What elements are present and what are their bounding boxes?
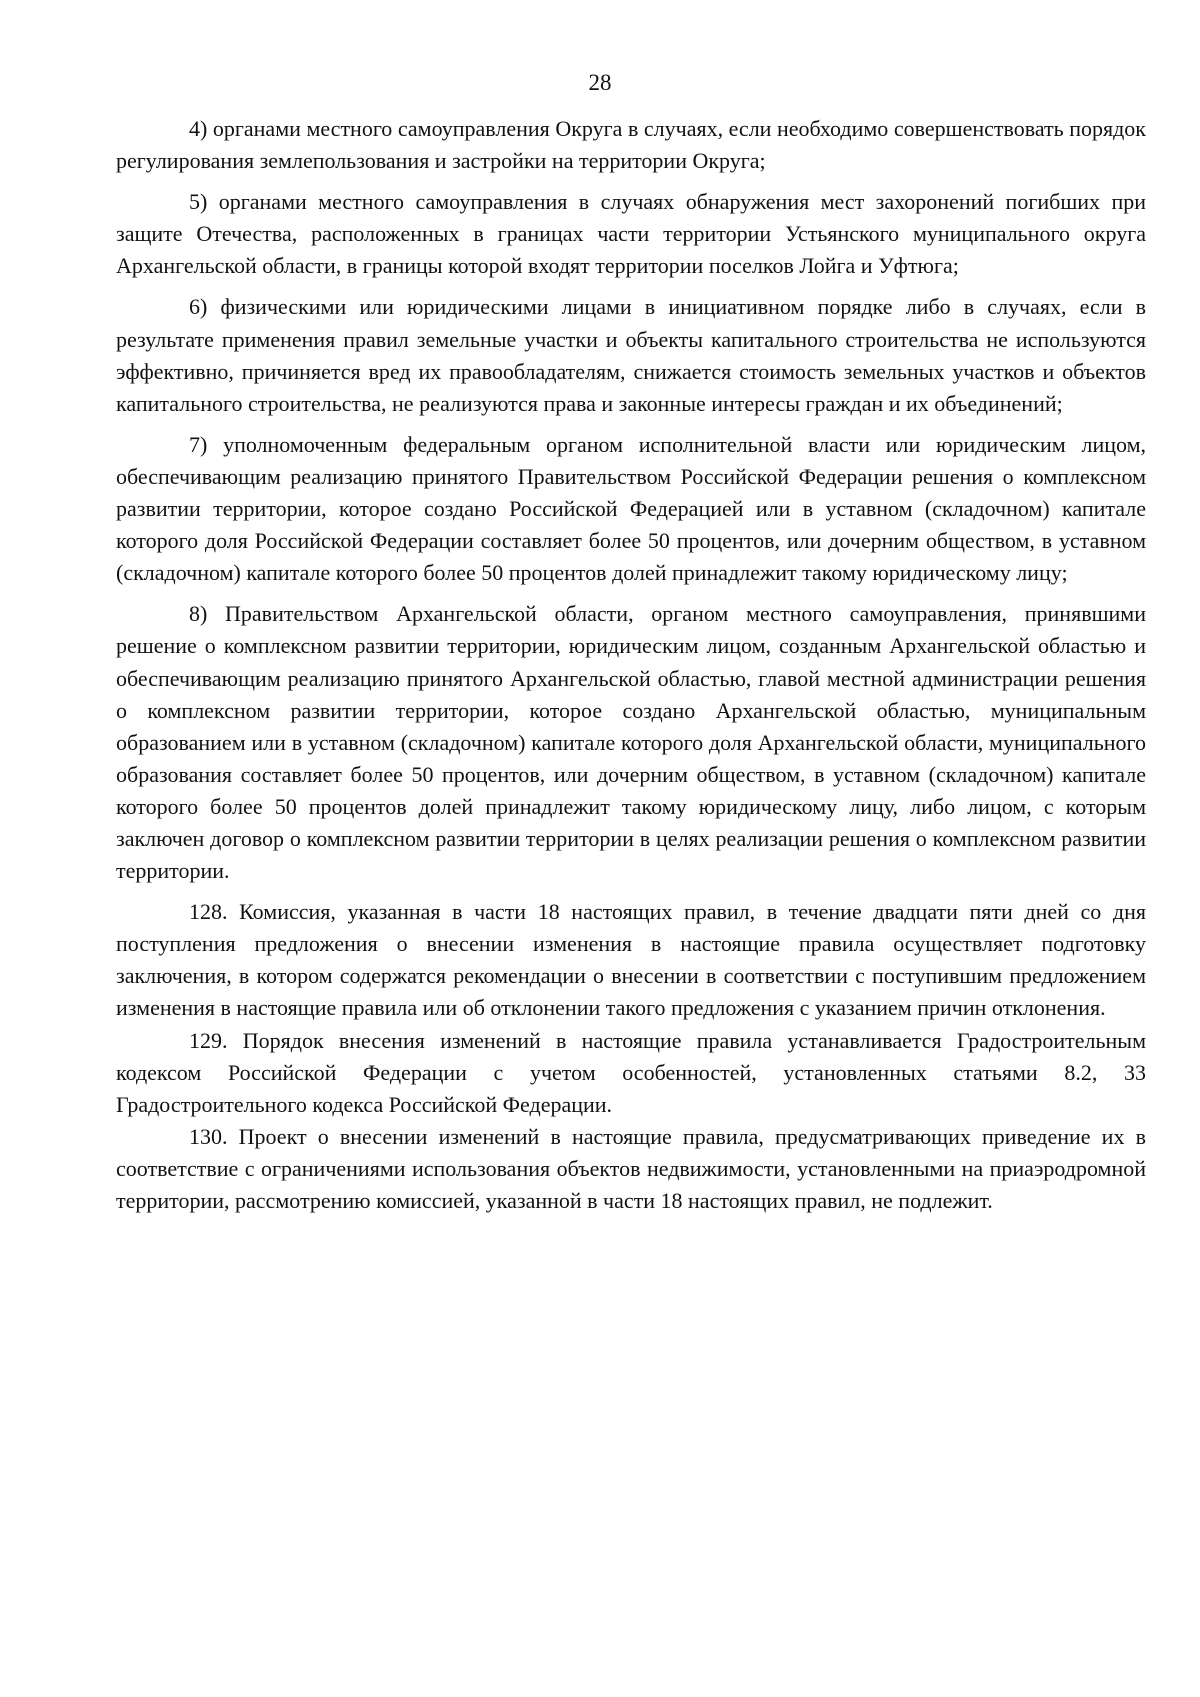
page-number: 28 — [588, 70, 612, 95]
clause-129: 129. Порядок внесения изменений в настоящие правила устанавливается Градостроительным кодексом Российской Федерации с учетом особенностей, установленных статьями 8.2, 33 Градостроительного кодекса Российской Федерации. — [116, 1027, 1146, 1117]
list-item-7: 7) уполномоченным федеральным органом исполнительной власти или юридическим лицом, обеспечивающим реализацию принятого Правительством Российской Федерации решения о комплексном развитии территории, которое создано Российской Федерацией или в уставном (складочном) капитале которого доля Российской Федерации составляет более 50 процентов, или дочерним обществом, в уставном (складочном) капитале которого более 50 процентов долей принадлежит такому юридическому лицу; — [116, 431, 1146, 586]
list-item-5: 5) органами местного самоуправления в случаях обнаружения мест захоронений погибших при защите Отечества, расположенных в границах части территории Устьянского муниципального округа Архангельской области, в границы которой входят территории поселков Лойга и Уфтюга; — [116, 189, 1146, 279]
document-body — [116, 113, 1146, 1217]
list-item-6: 6) физическими или юридическими лицами в инициативном порядке либо в случаях, если в результате применения правил земельные участки и объекты капитального строительства не используются эффективно, причиняется вред их правообладателям, снижается стоимость земельных участков и объектов капитального строительства, не реализуются права и законные интересы граждан и их объединений; — [116, 294, 1146, 416]
list-item-4: 4) органами местного самоуправления Округа в случаях, если необходимо совершенствовать порядок регулирования землепользования и застройки на территории Округа; — [116, 116, 1146, 174]
list-item-8: 8) Правительством Архангельской области, органом местного самоуправления, принявшими решение о комплексном развитии территории, юридическим лицом, созданным Архангельской областью и обеспечивающим реализацию принятого Архангельской областью, главой местной администрации решения о комплексном развитии территории, которое создано Архангельской областью, муниципальным образованием или в уставном (складочном) капитале которого доля Архангельской области, муниципального образования составляет более 50 процентов, или дочерним обществом, в уставном (складочном) капитале которого более 50 процентов долей принадлежит такому юридическому лицу, либо лицом, с которым заключен договор о комплексном развитии территории в целях реализации решения о комплексном развитии территории. — [116, 601, 1146, 884]
clause-128: 128. Комиссия, указанная в части 18 настоящих правил, в течение двадцати пяти дней со дня поступления предложения о внесении изменения в настоящие правила осуществляет подготовку заключения, в котором содержатся рекомендации о внесении в соответствии с поступившим предложением изменения в настоящие правила или об отклонении такого предложения с указанием причин отклонения. — [116, 899, 1146, 1021]
clause-130: 130. Проект о внесении изменений в настоящие правила, предусматривающих приведение их в соответствие с ограничениями использования объектов недвижимости, установленными на приаэродромной территории, рассмотрению комиссией, указанной в части 18 настоящих правил, не подлежит. — [116, 1123, 1146, 1213]
